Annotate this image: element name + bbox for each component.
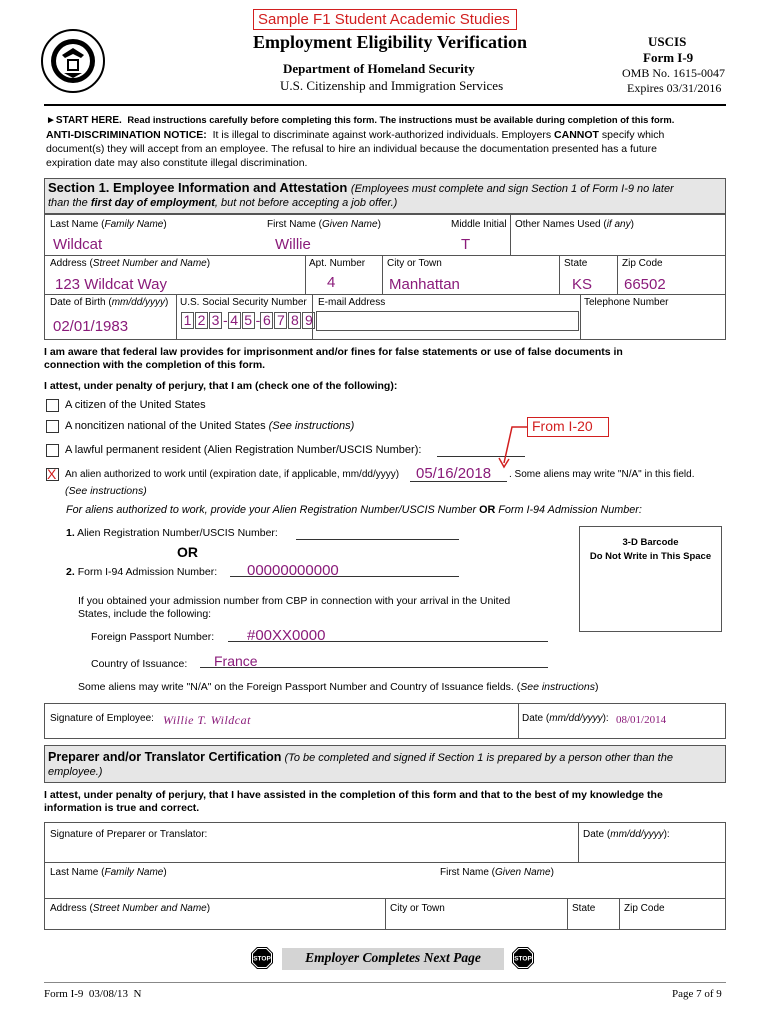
- ssn-digit: 7: [274, 312, 287, 329]
- employee-signature-label: Signature of Employee:: [50, 713, 154, 724]
- passport-value: #00XX0000: [247, 627, 326, 644]
- cbp-note: If you obtained your admission number from CBP in connection with your arrival in the United: [78, 595, 511, 607]
- employee-date-value[interactable]: 08/01/2014: [616, 714, 667, 726]
- section1-title: Section 1. Employee Information and Attestation (Employees must complete and sign Section 1 of Form I-9 no later: [48, 180, 674, 195]
- alien-note: . Some aliens may write "N/A" in this field.: [509, 469, 695, 480]
- attest-statement: I attest, under penalty of perjury, that I am (check one of the following):: [44, 380, 398, 392]
- other-names-label: Other Names Used (if any): [515, 219, 634, 230]
- stop-sign-icon: [511, 946, 535, 970]
- or-divider: OR: [177, 544, 198, 560]
- preparer-city-label[interactable]: City or Town: [390, 903, 445, 914]
- dob-value[interactable]: 02/01/1983: [53, 318, 129, 335]
- preparer-date-label[interactable]: Date (mm/dd/yyyy):: [583, 829, 670, 840]
- noncitizen-checkbox[interactable]: [46, 420, 59, 433]
- department-name: Department of Homeland Security: [283, 61, 475, 76]
- page-number: Page 7 of 9: [672, 988, 722, 1000]
- barcode-note: Do Not Write in This Space: [589, 551, 712, 562]
- state-value[interactable]: KS: [572, 276, 593, 293]
- uscis-label: USCIS: [648, 34, 687, 49]
- preparer-title-2: employee.): [48, 766, 103, 778]
- expiration: Expires 03/31/2016: [627, 81, 722, 95]
- noncitizen-label: A noncitizen national of the United States (See instructions): [65, 420, 355, 432]
- middle-initial-value[interactable]: T: [461, 236, 471, 253]
- i94-value: 00000000000: [247, 562, 339, 579]
- passport-label: Foreign Passport Number:: [91, 631, 215, 643]
- preparer-zip-label[interactable]: Zip Code: [624, 903, 665, 914]
- ssn-digit: 5: [242, 312, 255, 329]
- alien-label: An alien authorized to work until (expiration date, if applicable, mm/dd/yyyy): [65, 469, 400, 480]
- first-name-label: First Name (Given Name): [267, 219, 381, 230]
- citizen-label: A citizen of the United States: [65, 399, 206, 411]
- aliens-instructions: For aliens authorized to work, provide your Alien Registration Number/USCIS Number OR Form I-94 Admission Number:: [66, 504, 642, 516]
- notice-line-3: expiration date may also constitute illegal discrimination.: [46, 157, 308, 169]
- country-value: France: [214, 653, 258, 669]
- ssn-digit: 8: [288, 312, 301, 329]
- middle-initial-label: Middle Initial: [451, 219, 507, 230]
- preparer-address-label[interactable]: Address (Street Number and Name): [50, 903, 211, 914]
- employee-date-label: Date (mm/dd/yyyy):: [522, 713, 609, 724]
- cbp-note-2: States, include the following:: [78, 608, 212, 620]
- last-name-value[interactable]: Wildcat: [53, 236, 103, 253]
- sample-label: Sample F1 Student Academic Studies: [258, 11, 510, 28]
- alien-expiration-value: 05/16/2018: [416, 465, 492, 482]
- footer-divider: [44, 982, 726, 983]
- alien-checkbox-mark: X: [47, 466, 57, 482]
- lpr-label: A lawful permanent resident (Alien Registration Number/USCIS Number):: [65, 444, 422, 456]
- address-label: Address (Street Number and Name): [50, 258, 211, 269]
- employee-signature-value[interactable]: Willie T. Wildcat: [163, 713, 251, 727]
- omb-number: OMB No. 1615-0047: [622, 66, 726, 80]
- ssn-digit: 3: [209, 312, 222, 329]
- section1-subtitle: than the first day of employment, but not before accepting a job offer.): [48, 197, 398, 209]
- ssn-label: U.S. Social Security Number: [180, 297, 307, 308]
- notice-line-2: document(s) they will accept from an employee. The refusal to hire an individual because the documentation presented has a future: [46, 143, 657, 155]
- dhs-seal-icon: [40, 28, 106, 94]
- city-value[interactable]: Manhattan: [389, 276, 460, 293]
- form-title: Employment Eligibility Verification: [253, 32, 528, 52]
- awareness-statement-2: connection with the completion of this form.: [44, 359, 266, 371]
- country-label: Country of Issuance:: [91, 658, 188, 670]
- ssn-digit: 6: [260, 312, 273, 329]
- form-id: Form I-9 03/08/13 N: [44, 988, 142, 1000]
- email-input[interactable]: [316, 311, 579, 331]
- zip-value[interactable]: 66502: [624, 276, 666, 293]
- na-note: Some aliens may write "N/A" on the Foreign Passport Number and Country of Issuance fields. (See instructions): [78, 681, 599, 693]
- preparer-attest-2: information is true and correct.: [44, 802, 200, 814]
- start-here-notice: ►START HERE. Read instructions carefully before completing this form. The instructions must be available during completion of this form.: [46, 114, 675, 126]
- header-divider: [44, 104, 726, 106]
- ssn-field[interactable]: 1 2 3 - 4 5 - 6 7 8 9: [181, 312, 316, 330]
- ssn-digit: 9: [302, 312, 315, 329]
- preparer-title: Preparer and/or Translator Certification (To be completed and signed if Section 1 is prepared by a person other than the: [48, 750, 673, 764]
- dob-label: Date of Birth (mm/dd/yyyy): [50, 297, 169, 308]
- preparer-state-label[interactable]: State: [572, 903, 596, 914]
- preparer-signature-label[interactable]: Signature of Preparer or Translator:: [50, 829, 208, 840]
- agency-name: U.S. Citizenship and Immigration Services: [280, 78, 504, 93]
- ssn-digit: 2: [195, 312, 208, 329]
- ssn-digit: 1: [181, 312, 194, 329]
- alien-see-instructions: (See instructions): [65, 485, 147, 497]
- apt-label: Apt. Number: [309, 258, 366, 269]
- zip-label: Zip Code: [622, 258, 663, 269]
- city-label: City or Town: [387, 258, 442, 269]
- apt-value[interactable]: 4: [327, 274, 336, 291]
- i94-label: 2. Form I-94 Admission Number:: [66, 566, 218, 578]
- preparer-last-name-label[interactable]: Last Name (Family Name): [50, 867, 167, 878]
- email-label: E-mail Address: [318, 297, 386, 308]
- state-label: State: [564, 258, 588, 269]
- preparer-first-name-label[interactable]: First Name (Given Name): [440, 867, 554, 878]
- address-value[interactable]: 123 Wildcat Way: [55, 276, 167, 293]
- last-name-label: Last Name (Family Name): [50, 219, 167, 230]
- stop-sign-text: STOP: [514, 955, 532, 963]
- ssn-digit: 4: [228, 312, 241, 329]
- annotation-arrow-icon: [498, 423, 530, 469]
- phone-label: Telephone Number: [584, 297, 669, 308]
- alien-number-input[interactable]: [296, 539, 459, 540]
- form-number: Form I-9: [643, 50, 694, 65]
- anti-discrimination-notice: ANTI-DISCRIMINATION NOTICE: It is illegal to discriminate against work-authorized individuals. Employers CANNOT specify which: [46, 129, 665, 141]
- awareness-statement: I am aware that federal law provides for imprisonment and/or fines for false statements or use of false documents in: [44, 346, 623, 358]
- annotation-label: From I-20: [532, 418, 593, 434]
- first-name-value[interactable]: Willie: [275, 236, 311, 253]
- lpr-checkbox[interactable]: [46, 444, 59, 457]
- citizen-checkbox[interactable]: [46, 399, 59, 412]
- alien-number-label: 1. Alien Registration Number/USCIS Number:: [66, 527, 278, 539]
- stop-sign-icon: [250, 946, 274, 970]
- preparer-attest: I attest, under penalty of perjury, that I have assisted in the completion of this form and that to the best of my knowledge the: [44, 789, 663, 801]
- stop-sign-text: STOP: [253, 955, 271, 963]
- barcode-label: 3-D Barcode: [622, 537, 679, 548]
- next-page-text: Employer Completes Next Page: [305, 950, 481, 965]
